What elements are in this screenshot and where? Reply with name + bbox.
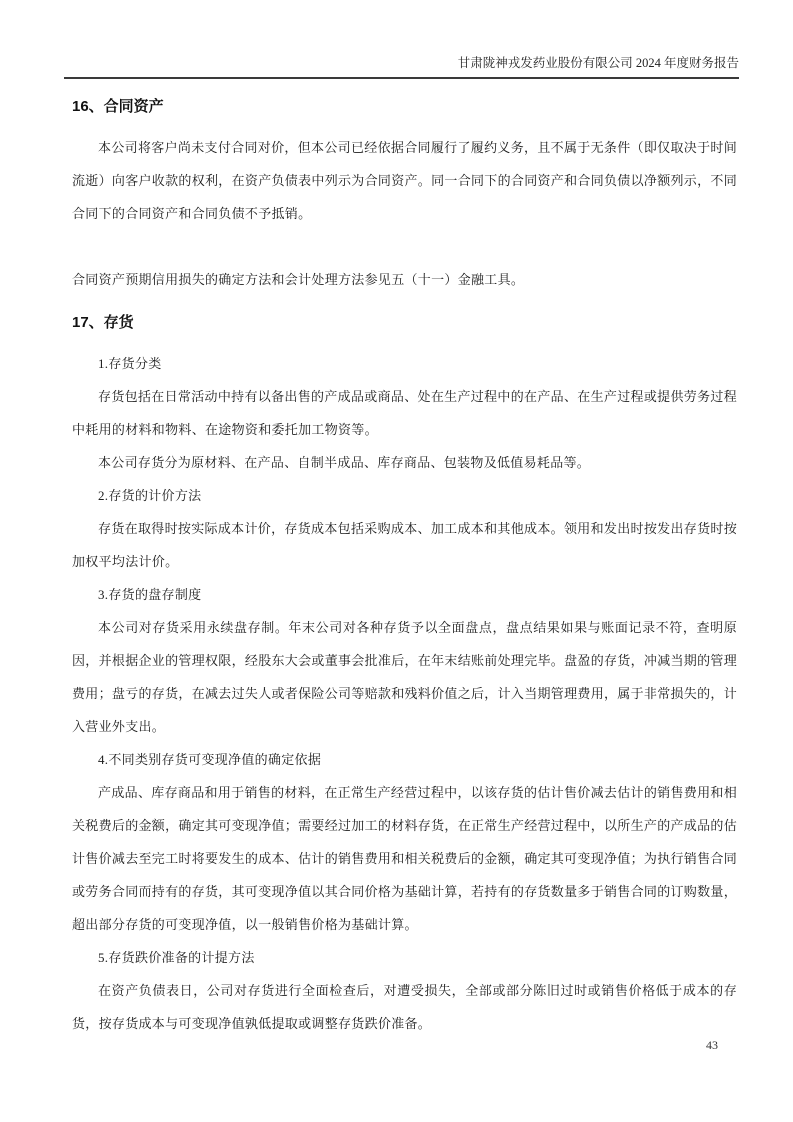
paragraph-inventory-categories: 本公司存货分为原材料、在产品、自制半成品、库存商品、包装物及低值易耗品等。 bbox=[98, 455, 591, 470]
section-heading-inventory: 17、存货 bbox=[72, 314, 134, 331]
paragraph-inventory-valuation-body: 存货在取得时按实际成本计价，存货成本包括采购成本、加工成本和其他成本。领用和发出时按发出存货时按加权平均法计价。 bbox=[72, 521, 737, 569]
paragraph-inventory-valuation-title: 2.存货的计价方法 bbox=[98, 488, 202, 503]
section-heading-contract-assets: 16、合同资产 bbox=[72, 98, 164, 115]
paragraph-nrv-basis-title: 4.不同类别存货可变现净值的确定依据 bbox=[98, 752, 322, 767]
paragraph-writedown-method-title: 5.存货跌价准备的计提方法 bbox=[98, 950, 255, 965]
report-header: 甘肃陇神戎发药业股份有限公司 2024 年度财务报告 bbox=[64, 54, 739, 79]
page-number: 43 bbox=[706, 1038, 718, 1052]
page-content bbox=[72, 90, 737, 1040]
paragraph-nrv-basis-body: 产成品、库存商品和用于销售的材料，在正常生产经营过程中，以该存货的估计售价减去估计的销售费用和相关税费后的金额，确定其可变现净值；需要经过加工的材料存货，在正常生产经营过程中，以所生产的产成品的估计售价减去至完工时将要发生的成本、估计的销售费用和相关税费后的金额，确定其可变现净值；为执行销售合同或劳务合同而持有的存货，其可变现净值以其合同价格为基础计算，若持有的存货数量多于销售合同的订购数量，超出部分存货的可变现净值，以一般销售价格为基础计算。 bbox=[72, 785, 738, 932]
paragraph-inventory-classification-body: 存货包括在日常活动中持有以备出售的产成品或商品、处在生产过程中的在产品、在生产过程或提供劳务过程中耗用的材料和物料、在途物资和委托加工物资等。 bbox=[72, 389, 737, 437]
paragraph-writedown-method-body: 在资产负债表日，公司对存货进行全面检查后，对遭受损失，全部或部分陈旧过时或销售价格低于成本的存货，按存货成本与可变现净值孰低提取或调整存货跌价准备。 bbox=[72, 983, 737, 1031]
paragraph-contract-assets-definition: 本公司将客户尚未支付合同对价，但本公司已经依据合同履行了履约义务，且不属于无条件（即仅取决于时间流逝）向客户收款的权利，在资产负债表中列示为合同资产。同一合同下的合同资产和合同负债以净额列示，不同合同下的合同资产和合同负债不予抵销。 bbox=[72, 140, 738, 221]
paragraph-inventory-count-system-title: 3.存货的盘存制度 bbox=[98, 587, 202, 602]
paragraph-contract-assets-ecl-reference: 合同资产预期信用损失的确定方法和会计处理方法参见五（十一）金融工具。 bbox=[72, 272, 525, 287]
paragraph-inventory-count-system-body: 本公司对存货采用永续盘存制。年末公司对各种存货予以全面盘点，盘点结果如果与账面记录不符，查明原因，并根据企业的管理权限，经股东大会或董事会批准后，在年末结账前处理完毕。盘盈的存货，冲减当期的管理费用；盘亏的存货，在减去过失人或者保险公司等赔款和残料价值之后，计入当期管理费用，属于非常损失的，计入营业外支出。 bbox=[72, 620, 738, 734]
paragraph-inventory-classification-title: 1.存货分类 bbox=[98, 356, 162, 371]
